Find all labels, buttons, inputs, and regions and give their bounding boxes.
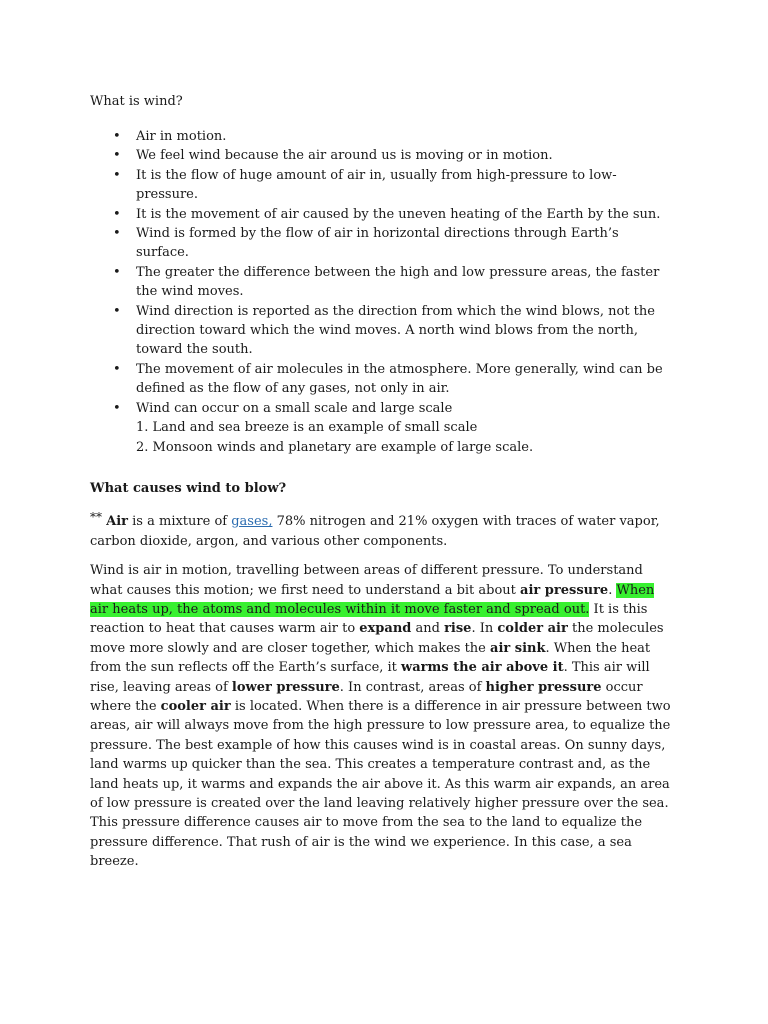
bold-term: rise bbox=[444, 621, 472, 637]
text-run: It is this reaction to heat that causes warm air to bbox=[90, 601, 648, 637]
wind-explanation-paragraph bbox=[90, 561, 674, 872]
text-run: and bbox=[411, 621, 445, 637]
bold-term: expand bbox=[359, 621, 412, 637]
highlighted-sentence: When air heats up, the atoms and molecules within it move faster and spread out. bbox=[90, 582, 655, 617]
bold-term: air pressure bbox=[520, 582, 609, 598]
text-run: . When the heat from the sun reflects off the Earth’s surface, it bbox=[90, 640, 651, 676]
list-item: • It is the flow of huge amount of air in, usually from high-pressure to low-pressure. bbox=[90, 166, 674, 205]
document-content bbox=[90, 92, 674, 872]
text-run: the molecules move more slowly and are closer together, which makes the bbox=[90, 621, 664, 656]
heading-what-causes-wind: What causes wind to blow? bbox=[90, 480, 287, 496]
list-item: • Wind direction is reported as the direction from which the wind blows, not the direction toward which the wind moves. A north wind blows from the north, toward the south. bbox=[90, 302, 674, 360]
sub-item-small-scale: 1. Land and sea breeze is an example of small scale bbox=[136, 420, 478, 436]
text-run: . bbox=[608, 582, 617, 598]
list-item: • The movement of air molecules in the atmosphere. More generally, wind can be defined as the flow of any gases, not only in air. bbox=[90, 360, 674, 399]
gases-link[interactable]: gases, bbox=[231, 514, 273, 530]
heading-what-is-wind: What is wind? bbox=[90, 94, 183, 109]
bold-term: colder air bbox=[497, 621, 568, 637]
text-run: 78% nitrogen and 21% oxygen with traces of water vapor, carbon dioxide, argon, and various other components. bbox=[90, 514, 660, 549]
text-run: . In contrast, areas of bbox=[339, 679, 486, 695]
wind-facts-list bbox=[90, 127, 674, 457]
bold-term: higher pressure bbox=[485, 679, 602, 695]
text-run: is located. When there is a difference in air pressure between two areas, air will always move from the high pressure to low pressure area, to equalize the pressure. The best example of how this causes wind is in coastal areas. On sunny days, land warms up quicker than the sea. This creates a temperature contrast and, as the land heats up, it warms and expands the air above it. As this warm air expands, an area of low pressure is created over the land leaving relatively higher pressure over the sea. This pressure difference causes air to move from the sea to the land to equalize the pressure difference. That rush of air is the wind we experience. In this case, a sea breeze. bbox=[90, 698, 671, 870]
list-item: • The greater the difference between the high and low pressure areas, the faster the wind moves. bbox=[90, 263, 674, 302]
list-item: • We feel wind because the air around us is moving or in motion. bbox=[90, 146, 674, 165]
text-run: occur where the bbox=[90, 679, 643, 714]
bold-term: warms the air above it bbox=[401, 660, 564, 676]
bold-term: air sink bbox=[490, 640, 546, 656]
text-run: . In bbox=[471, 621, 498, 637]
text-run: Wind is air in motion, travelling between areas of different pressure. To understand what causes this motion; we first need to understand a bit about bbox=[90, 563, 643, 598]
sub-item-large-scale: 2. Monsoon winds and planetary are example of large scale. bbox=[136, 439, 534, 455]
list-item: • Air in motion. bbox=[90, 127, 674, 146]
list-item: • Wind is formed by the flow of air in horizontal directions through Earth’s surface. bbox=[90, 224, 674, 263]
air-composition-paragraph bbox=[90, 512, 674, 551]
bold-term: cooler air bbox=[160, 698, 231, 714]
text-run: . This air will rise, leaving areas of bbox=[90, 660, 650, 695]
list-item-text: Wind can occur on a small scale and large scale bbox=[136, 400, 453, 416]
bold-term: lower pressure bbox=[231, 679, 340, 695]
text-run: is a mixture of bbox=[128, 514, 232, 530]
asterisks: ** bbox=[90, 510, 102, 525]
list-item: • It is the movement of air caused by the uneven heating of the Earth by the sun. bbox=[90, 205, 674, 224]
bold-term: Air bbox=[106, 514, 129, 530]
list-item bbox=[90, 399, 674, 457]
